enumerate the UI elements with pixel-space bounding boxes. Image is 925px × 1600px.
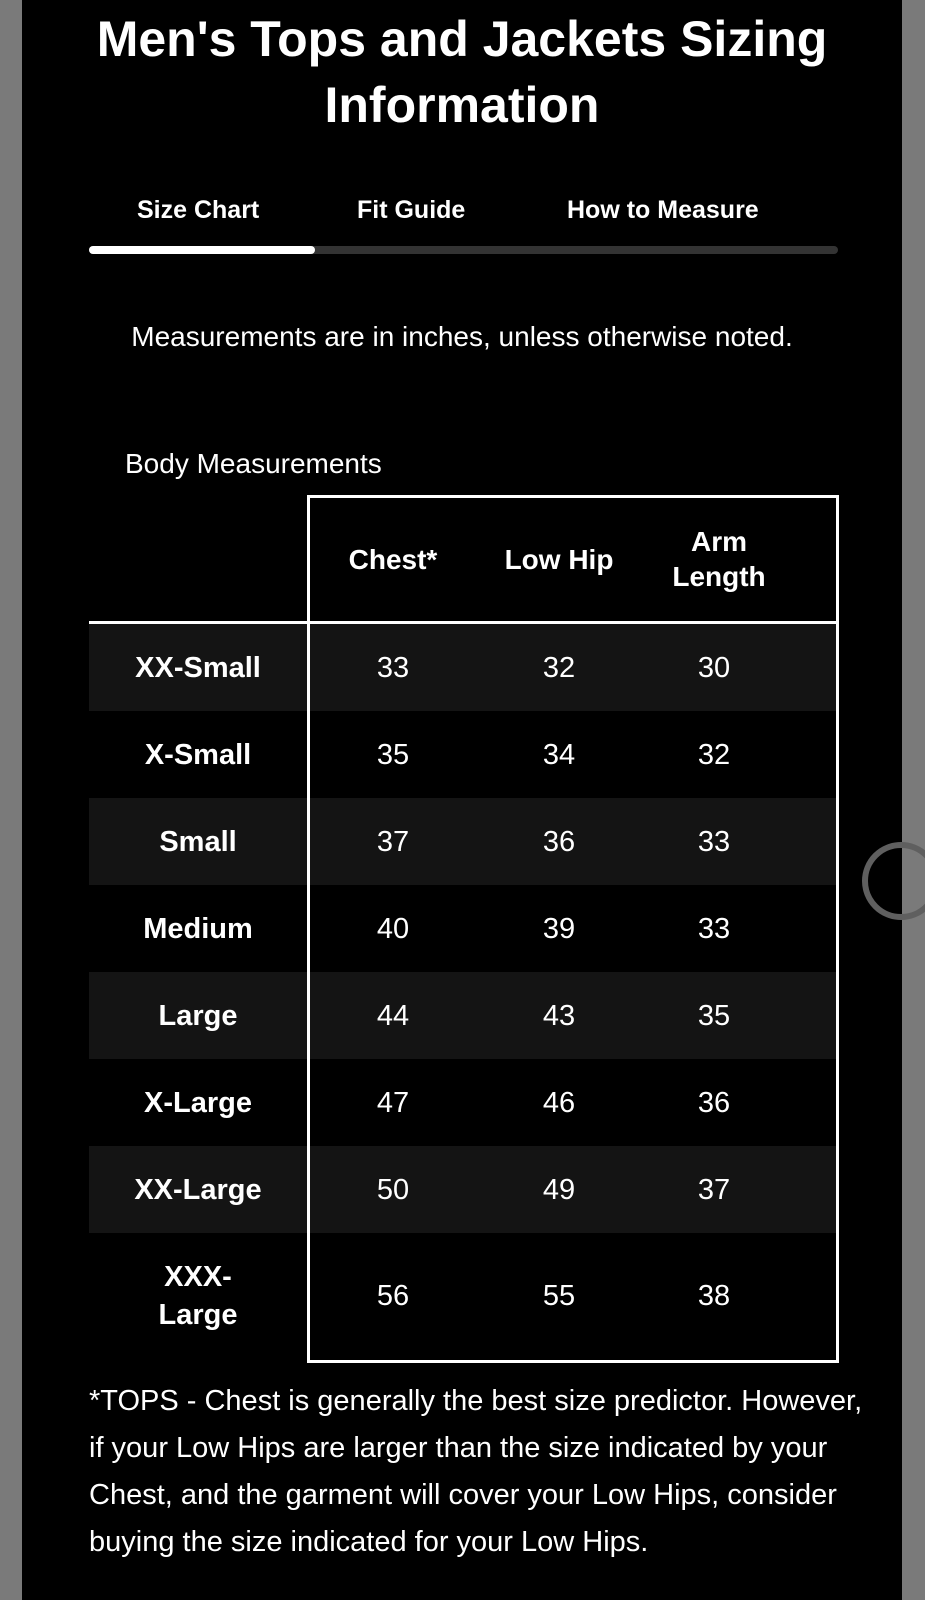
chest-value: 33 (376, 651, 410, 684)
size-label: XX-Small (135, 651, 261, 684)
tab-fit-guide[interactable]: Fit Guide (357, 196, 466, 224)
chest-value: 35 (376, 738, 410, 771)
chest-value: 40 (376, 912, 410, 945)
chest-value: 50 (376, 1173, 410, 1206)
arm-length-value: 38 (697, 1279, 731, 1312)
chest-value: 47 (376, 1086, 410, 1119)
arm-length-value: 30 (697, 651, 731, 684)
low-hip-value: 43 (542, 999, 576, 1032)
arm-length-value: 35 (697, 999, 731, 1032)
size-label: X-Small (144, 738, 252, 771)
column-header-chest: Chest* (348, 543, 438, 575)
chest-value: 37 (376, 825, 410, 858)
size-label: XXX-Large (158, 1260, 238, 1331)
page-title: Men's Tops and Jackets Sizing Information (96, 11, 828, 133)
low-hip-value: 36 (542, 825, 576, 858)
size-label: X-Large (144, 1086, 252, 1119)
chest-value: 44 (376, 999, 410, 1032)
low-hip-value: 49 (542, 1173, 576, 1206)
column-header-low-hip: Low Hip (504, 543, 614, 575)
low-hip-value: 55 (542, 1279, 576, 1312)
chest-footnote: *TOPS - Chest is generally the best size predictor. However, if your Low Hips are larger than the size indicated by your Chest, and the garment will cover your Low Hips, consider buying the size indicated for your Low Hips. (89, 1385, 863, 1558)
sizing-panel (22, 0, 902, 1600)
arm-length-value: 32 (697, 738, 731, 771)
size-label: Small (159, 825, 237, 858)
table-border (307, 495, 839, 1363)
arm-length-value: 36 (697, 1086, 731, 1119)
arm-length-value: 33 (697, 825, 731, 858)
low-hip-value: 34 (542, 738, 576, 771)
arm-length-value: 33 (697, 912, 731, 945)
units-note: Measurements are in inches, unless otherwise noted. (131, 321, 793, 352)
tab-how-to-measure[interactable]: How to Measure (567, 196, 759, 224)
column-header-arm-length: Arm Length (672, 526, 766, 592)
tab-bar (89, 190, 838, 260)
low-hip-value: 39 (542, 912, 576, 945)
active-tab-indicator (89, 246, 315, 254)
low-hip-value: 32 (542, 651, 576, 684)
arm-length-value: 37 (697, 1173, 731, 1206)
size-label: Medium (143, 912, 253, 945)
low-hip-value: 46 (542, 1086, 576, 1119)
size-label: Large (158, 999, 238, 1032)
table-label: Body Measurements (125, 448, 382, 479)
tab-size-chart[interactable]: Size Chart (137, 196, 260, 224)
size-label: XX-Large (134, 1173, 262, 1206)
chest-value: 56 (376, 1279, 410, 1312)
